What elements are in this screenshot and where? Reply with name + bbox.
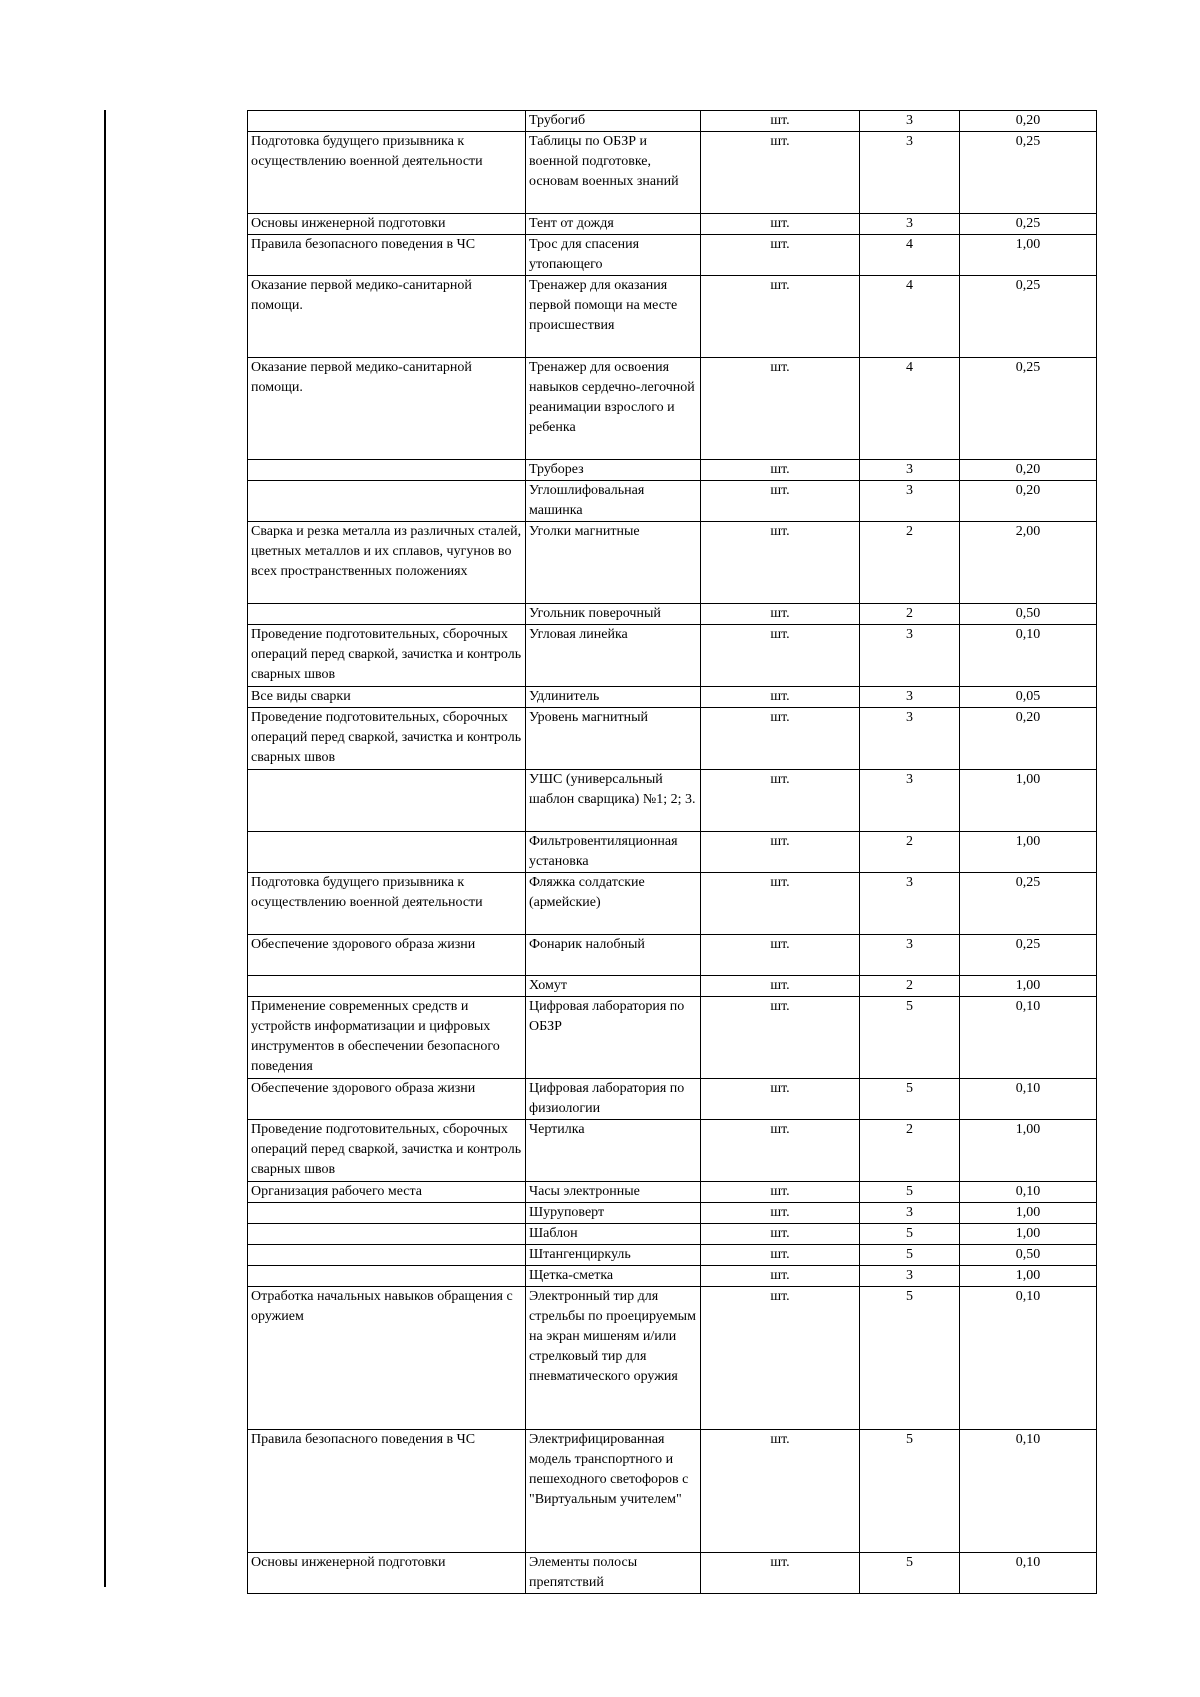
coefficient-cell: 2,00 [960, 522, 1097, 604]
coefficient-cell: 0,05 [960, 687, 1097, 708]
quantity-cell: 2 [860, 832, 960, 873]
area-cell [248, 111, 526, 132]
coefficient-cell: 0,10 [960, 625, 1097, 687]
quantity-cell: 3 [860, 708, 960, 770]
quantity-cell: 3 [860, 481, 960, 522]
item-name-cell: Труборез [526, 460, 701, 481]
table-row [248, 358, 1097, 460]
area-cell [248, 832, 526, 873]
equipment-table [247, 110, 1097, 1594]
item-name-cell: Шуруповерт [526, 1203, 701, 1224]
area-cell [248, 1266, 526, 1287]
unit-cell: шт. [701, 687, 860, 708]
coefficient-cell: 0,20 [960, 460, 1097, 481]
table-row [248, 832, 1097, 873]
table-row [248, 997, 1097, 1079]
area-cell [248, 481, 526, 522]
table-row [248, 132, 1097, 214]
item-name-cell: Тренажер для оказания первой помощи на месте происшествия [526, 276, 701, 358]
coefficient-cell: 1,00 [960, 770, 1097, 832]
area-cell: Проведение подготовительных, сборочных операций перед сваркой, зачистка и контроль сварных швов [248, 708, 526, 770]
item-name-cell: Угловая линейка [526, 625, 701, 687]
coefficient-cell: 0,10 [960, 1182, 1097, 1203]
table-row [248, 1430, 1097, 1553]
coefficient-cell: 0,10 [960, 1553, 1097, 1594]
table-row [248, 1120, 1097, 1182]
unit-cell: шт. [701, 976, 860, 997]
unit-cell: шт. [701, 997, 860, 1079]
coefficient-cell: 1,00 [960, 1120, 1097, 1182]
item-name-cell: Электронный тир для стрельбы по проецируемым на экран мишеням и/или стрелковый тир для пневматического оружия [526, 1287, 701, 1430]
area-cell [248, 604, 526, 625]
unit-cell: шт. [701, 1430, 860, 1553]
quantity-cell: 2 [860, 976, 960, 997]
item-name-cell: Тренажер для освоения навыков сердечно-легочной реанимации взрослого и ребенка [526, 358, 701, 460]
equipment-table-body [248, 111, 1097, 1594]
unit-cell: шт. [701, 214, 860, 235]
item-name-cell: Уголки магнитные [526, 522, 701, 604]
item-name-cell: Цифровая лаборатория по физиологии [526, 1079, 701, 1120]
coefficient-cell: 0,10 [960, 997, 1097, 1079]
table-row [248, 687, 1097, 708]
table-row [248, 625, 1097, 687]
area-cell: Подготовка будущего призывника к осуществлению военной деятельности [248, 132, 526, 214]
unit-cell: шт. [701, 1287, 860, 1430]
coefficient-cell: 0,25 [960, 873, 1097, 935]
table-row [248, 708, 1097, 770]
quantity-cell: 2 [860, 604, 960, 625]
coefficient-cell: 0,10 [960, 1079, 1097, 1120]
coefficient-cell: 0,50 [960, 604, 1097, 625]
area-cell: Основы инженерной подготовки [248, 1553, 526, 1594]
table-row [248, 1245, 1097, 1266]
coefficient-cell: 0,10 [960, 1287, 1097, 1430]
quantity-cell: 3 [860, 214, 960, 235]
unit-cell: шт. [701, 708, 860, 770]
area-cell: Основы инженерной подготовки [248, 214, 526, 235]
area-cell: Сварка и резка металла из различных сталей, цветных металлов и их сплавов, чугунов во всех пространственных положениях [248, 522, 526, 604]
area-cell: Проведение подготовительных, сборочных операций перед сваркой, зачистка и контроль сварных швов [248, 625, 526, 687]
unit-cell: шт. [701, 1182, 860, 1203]
item-name-cell: Фонарик налобный [526, 935, 701, 976]
area-cell: Проведение подготовительных, сборочных операций перед сваркой, зачистка и контроль сварных швов [248, 1120, 526, 1182]
area-cell: Все виды сварки [248, 687, 526, 708]
quantity-cell: 3 [860, 1203, 960, 1224]
unit-cell: шт. [701, 1266, 860, 1287]
quantity-cell: 3 [860, 460, 960, 481]
area-cell: Обеспечение здорового образа жизни [248, 935, 526, 976]
item-name-cell: Трос для спасения утопающего [526, 235, 701, 276]
table-row [248, 770, 1097, 832]
area-cell: Оказание первой медико-санитарной помощи. [248, 358, 526, 460]
quantity-cell: 5 [860, 1224, 960, 1245]
item-name-cell: Чертилка [526, 1120, 701, 1182]
table-row [248, 111, 1097, 132]
item-name-cell: Щетка-сметка [526, 1266, 701, 1287]
table-row [248, 1287, 1097, 1430]
quantity-cell: 3 [860, 873, 960, 935]
coefficient-cell: 1,00 [960, 1266, 1097, 1287]
table-row [248, 873, 1097, 935]
coefficient-cell: 0,25 [960, 358, 1097, 460]
table-row [248, 1079, 1097, 1120]
area-cell: Оказание первой медико-санитарной помощи. [248, 276, 526, 358]
item-name-cell: Фляжка солдатские (армейские) [526, 873, 701, 935]
item-name-cell: Часы электронные [526, 1182, 701, 1203]
table-row [248, 1553, 1097, 1594]
area-cell: Отработка начальных навыков обращения с оружием [248, 1287, 526, 1430]
quantity-cell: 2 [860, 1120, 960, 1182]
quantity-cell: 3 [860, 111, 960, 132]
coefficient-cell: 0,20 [960, 708, 1097, 770]
quantity-cell: 3 [860, 687, 960, 708]
quantity-cell: 5 [860, 1287, 960, 1430]
quantity-cell: 5 [860, 1553, 960, 1594]
quantity-cell: 3 [860, 625, 960, 687]
table-row [248, 1224, 1097, 1245]
coefficient-cell: 0,25 [960, 214, 1097, 235]
quantity-cell: 5 [860, 1182, 960, 1203]
area-cell [248, 976, 526, 997]
item-name-cell: УШС (универсальный шаблон сварщика) №1; 2; 3. [526, 770, 701, 832]
quantity-cell: 4 [860, 358, 960, 460]
quantity-cell: 3 [860, 132, 960, 214]
item-name-cell: Шаблон [526, 1224, 701, 1245]
unit-cell: шт. [701, 770, 860, 832]
table-row [248, 235, 1097, 276]
area-cell [248, 770, 526, 832]
item-name-cell: Фильтровентиляционная установка [526, 832, 701, 873]
area-cell [248, 1203, 526, 1224]
quantity-cell: 5 [860, 1245, 960, 1266]
unit-cell: шт. [701, 832, 860, 873]
area-cell [248, 1224, 526, 1245]
item-name-cell: Штангенциркуль [526, 1245, 701, 1266]
item-name-cell: Трубогиб [526, 111, 701, 132]
table-row [248, 976, 1097, 997]
unit-cell: шт. [701, 1245, 860, 1266]
unit-cell: шт. [701, 625, 860, 687]
item-name-cell: Тент от дождя [526, 214, 701, 235]
area-cell: Подготовка будущего призывника к осуществлению военной деятельности [248, 873, 526, 935]
area-cell [248, 1245, 526, 1266]
page-margin-line [104, 110, 106, 1587]
coefficient-cell: 0,25 [960, 276, 1097, 358]
area-cell [248, 460, 526, 481]
coefficient-cell: 1,00 [960, 1203, 1097, 1224]
quantity-cell: 3 [860, 935, 960, 976]
unit-cell: шт. [701, 481, 860, 522]
item-name-cell: Удлинитель [526, 687, 701, 708]
area-cell: Применение современных средств и устройств информатизации и цифровых инструментов в обеспечении безопасного поведения [248, 997, 526, 1079]
unit-cell: шт. [701, 873, 860, 935]
coefficient-cell: 1,00 [960, 832, 1097, 873]
unit-cell: шт. [701, 522, 860, 604]
unit-cell: шт. [701, 1553, 860, 1594]
item-name-cell: Электрифицированная модель транспортного и пешеходного светофоров с "Виртуальным учителем" [526, 1430, 701, 1553]
table-row [248, 1203, 1097, 1224]
unit-cell: шт. [701, 111, 860, 132]
table-row [248, 481, 1097, 522]
unit-cell: шт. [701, 1079, 860, 1120]
coefficient-cell: 0,10 [960, 1430, 1097, 1553]
item-name-cell: Цифровая лаборатория по ОБЗР [526, 997, 701, 1079]
unit-cell: шт. [701, 935, 860, 976]
quantity-cell: 4 [860, 276, 960, 358]
item-name-cell: Углошлифовальная машинка [526, 481, 701, 522]
quantity-cell: 5 [860, 997, 960, 1079]
item-name-cell: Уровень магнитный [526, 708, 701, 770]
quantity-cell: 2 [860, 522, 960, 604]
unit-cell: шт. [701, 1120, 860, 1182]
table-row [248, 522, 1097, 604]
unit-cell: шт. [701, 235, 860, 276]
unit-cell: шт. [701, 276, 860, 358]
item-name-cell: Угольник поверочный [526, 604, 701, 625]
coefficient-cell: 0,20 [960, 111, 1097, 132]
item-name-cell: Хомут [526, 976, 701, 997]
area-cell: Правила безопасного поведения в ЧС [248, 235, 526, 276]
unit-cell: шт. [701, 460, 860, 481]
area-cell: Организация рабочего места [248, 1182, 526, 1203]
quantity-cell: 4 [860, 235, 960, 276]
table-row [248, 604, 1097, 625]
coefficient-cell: 1,00 [960, 1224, 1097, 1245]
coefficient-cell: 0,20 [960, 481, 1097, 522]
quantity-cell: 5 [860, 1079, 960, 1120]
table-row [248, 276, 1097, 358]
item-name-cell: Элементы полосы препятствий [526, 1553, 701, 1594]
unit-cell: шт. [701, 1203, 860, 1224]
table-row [248, 460, 1097, 481]
quantity-cell: 5 [860, 1430, 960, 1553]
quantity-cell: 3 [860, 1266, 960, 1287]
area-cell: Обеспечение здорового образа жизни [248, 1079, 526, 1120]
table-row [248, 935, 1097, 976]
item-name-cell: Таблицы по ОБЗР и военной подготовке, основам военных знаний [526, 132, 701, 214]
coefficient-cell: 0,25 [960, 935, 1097, 976]
quantity-cell: 3 [860, 770, 960, 832]
area-cell: Правила безопасного поведения в ЧС [248, 1430, 526, 1553]
coefficient-cell: 1,00 [960, 976, 1097, 997]
coefficient-cell: 0,25 [960, 132, 1097, 214]
unit-cell: шт. [701, 132, 860, 214]
coefficient-cell: 0,50 [960, 1245, 1097, 1266]
table-row [248, 214, 1097, 235]
unit-cell: шт. [701, 604, 860, 625]
coefficient-cell: 1,00 [960, 235, 1097, 276]
table-row [248, 1266, 1097, 1287]
unit-cell: шт. [701, 1224, 860, 1245]
table-row [248, 1182, 1097, 1203]
unit-cell: шт. [701, 358, 860, 460]
